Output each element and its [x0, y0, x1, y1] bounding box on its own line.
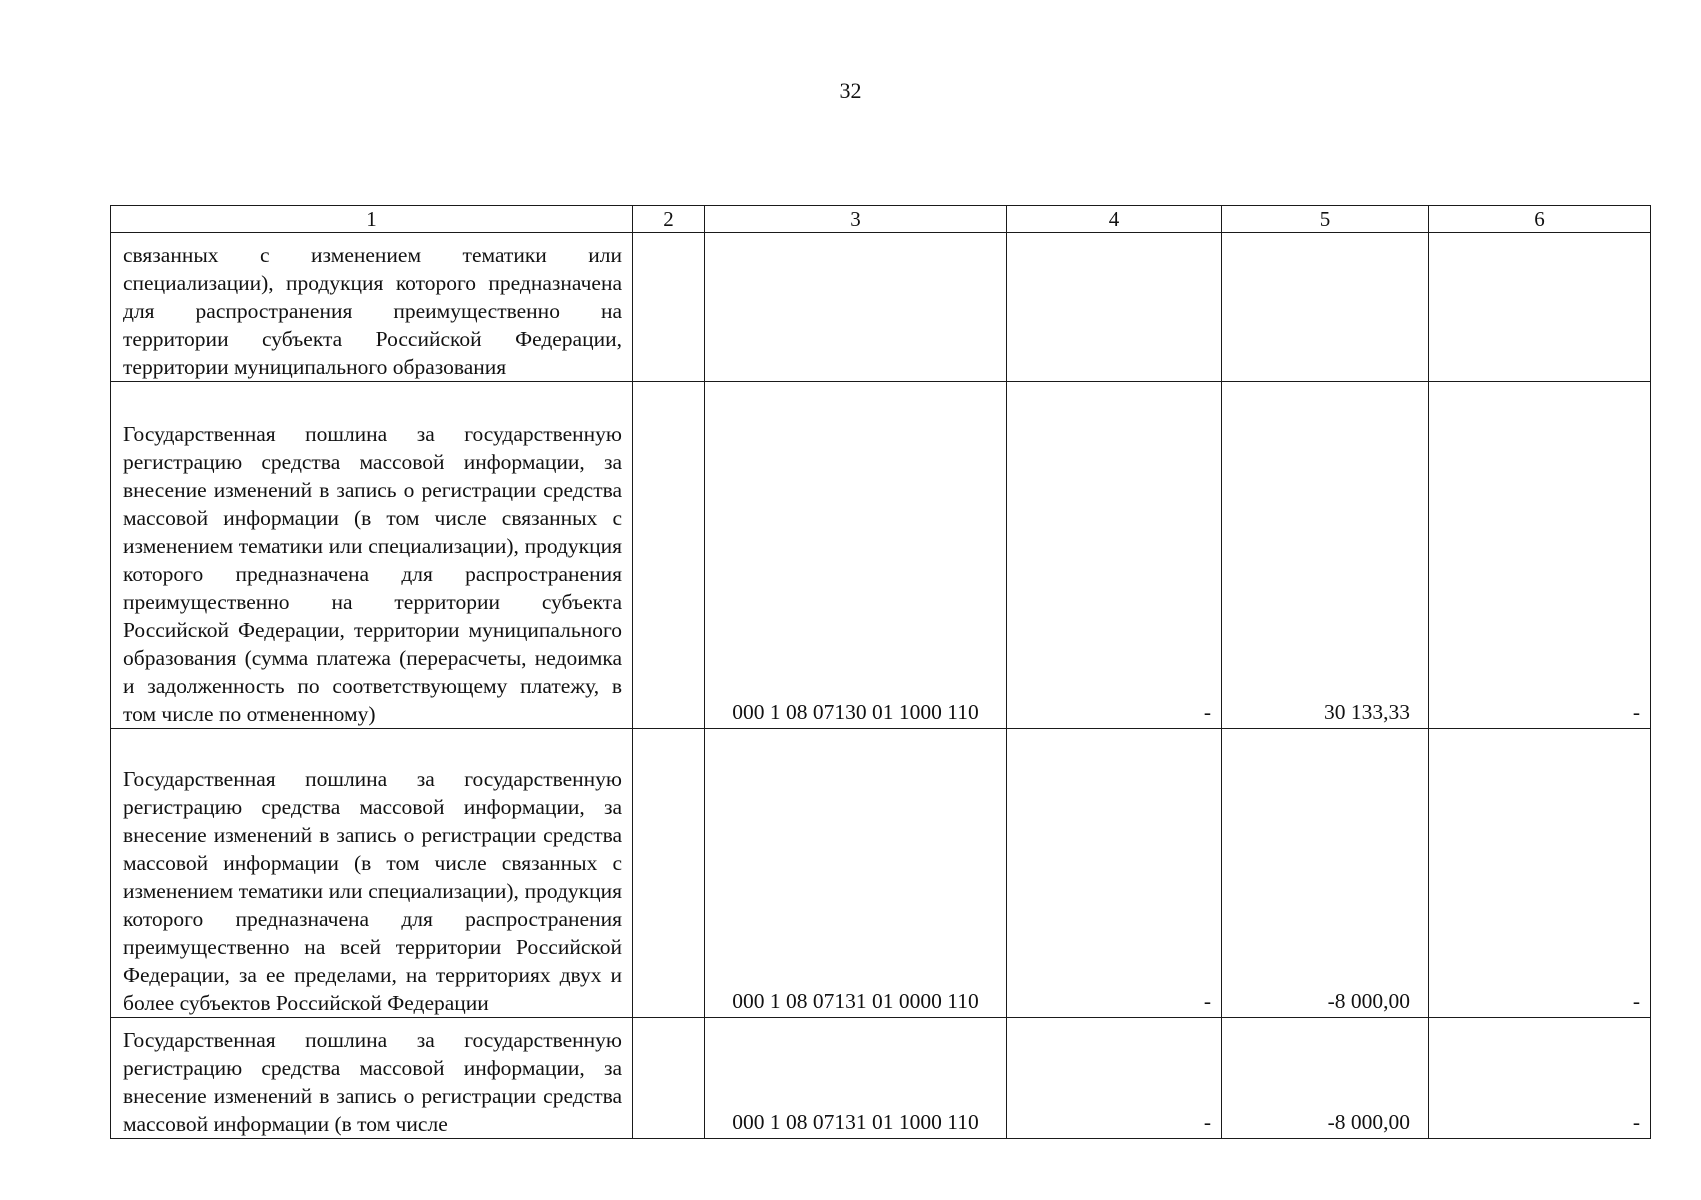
table-row — [111, 233, 1651, 382]
row-col6: - — [1429, 1018, 1651, 1139]
row-col5: -8 000,00 — [1222, 729, 1429, 1018]
column-header-2: 2 — [633, 206, 705, 233]
row-description: связанных с изменением тематики или специализации), продукция которого предназначена для распространения преимущественно на территории субъекта Российской Федерации, территории муниципального образования — [111, 233, 633, 382]
row-description: Государственная пошлина за государственную регистрацию средства массовой информации, за внесение изменений в запись о регистрации средства массовой информации (в том числе связанных с изменением тематики или специализации), продукция которого предназначена для распространения преимущественно на всей территории Российской Федерации, за ее пределами, на территориях двух и более субъектов Российской Федерации — [111, 729, 633, 1018]
row-col2 — [633, 233, 705, 382]
column-header-3: 3 — [705, 206, 1007, 233]
row-col6: - — [1429, 729, 1651, 1018]
row-col4: - — [1007, 729, 1222, 1018]
table-header — [111, 206, 1651, 233]
row-code: 000 1 08 07131 01 1000 110 — [705, 1018, 1007, 1139]
row-code: 000 1 08 07130 01 1000 110 — [705, 382, 1007, 729]
table-body — [111, 233, 1651, 1139]
row-col2 — [633, 1018, 705, 1139]
column-header-6: 6 — [1429, 206, 1651, 233]
row-col5 — [1222, 233, 1429, 382]
row-description: Государственная пошлина за государственную регистрацию средства массовой информации, за внесение изменений в запись о регистрации средства массовой информации (в том числе связанных с изменением тематики или специализации), продукция которого предназначена для распространения преимущественно на территории субъекта Российской Федерации, территории муниципального образования (сумма платежа (перерасчеты, недоимка и задолженность по соответствующему платежу, в том числе по отмененному) — [111, 382, 633, 729]
row-col2 — [633, 729, 705, 1018]
row-col2 — [633, 382, 705, 729]
row-code: 000 1 08 07131 01 0000 110 — [705, 729, 1007, 1018]
table-row — [111, 382, 1651, 729]
row-description: Государственная пошлина за государственную регистрацию средства массовой информации, за внесение изменений в запись о регистрации средства массовой информации (в том числе — [111, 1018, 633, 1139]
page-number: 32 — [839, 78, 862, 103]
row-col4: - — [1007, 382, 1222, 729]
column-header-4: 4 — [1007, 206, 1222, 233]
row-col6: - — [1429, 382, 1651, 729]
column-header-5: 5 — [1222, 206, 1429, 233]
row-col6 — [1429, 233, 1651, 382]
table-row — [111, 729, 1651, 1018]
row-col5: -8 000,00 — [1222, 1018, 1429, 1139]
row-col4: - — [1007, 1018, 1222, 1139]
row-col5: 30 133,33 — [1222, 382, 1429, 729]
row-col4 — [1007, 233, 1222, 382]
table-container — [110, 205, 1650, 1139]
row-code — [705, 233, 1007, 382]
column-header-1: 1 — [111, 206, 633, 233]
data-table — [110, 205, 1651, 1139]
header-row — [111, 206, 1651, 233]
table-row — [111, 1018, 1651, 1139]
